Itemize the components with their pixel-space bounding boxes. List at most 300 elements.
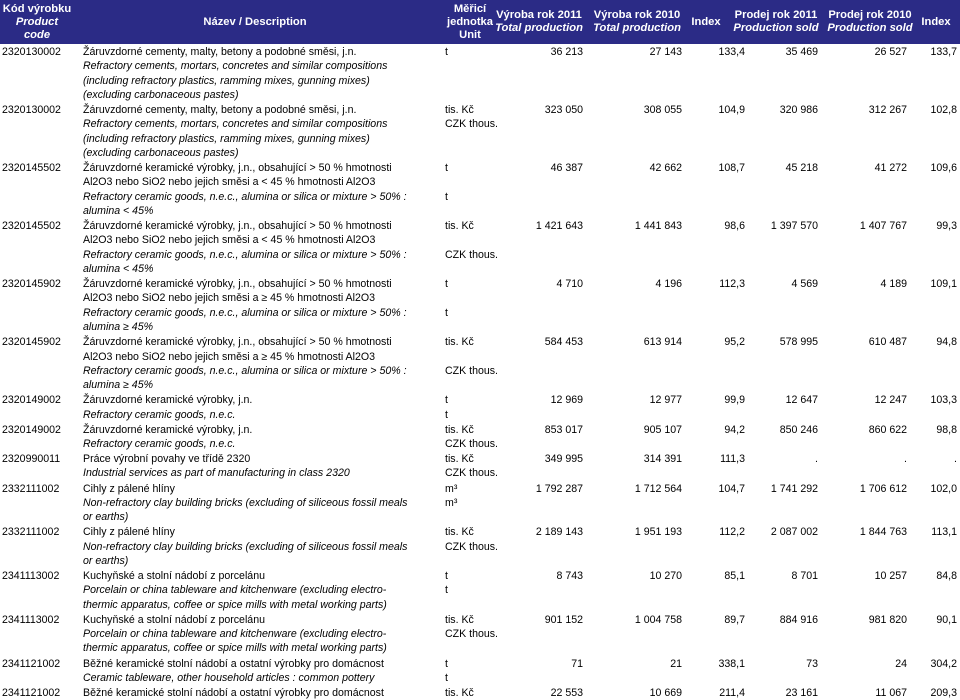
header-index-1 [685,0,727,44]
production-2010-text: 4 196 [655,278,682,291]
production-2010 [650,569,682,583]
product-description [83,45,428,102]
sold-2011 [780,613,818,627]
header-sold2011 [728,0,824,44]
index-production [724,393,745,407]
index-sold [930,103,957,117]
production-2011 [551,161,583,175]
sold-2011 [786,393,818,407]
product-code [2,569,59,583]
description-line-en: Refractory ceramic goods, n.e.c., alumina or silica or mixture > 50% : [83,248,407,261]
sold-2010 [860,219,907,233]
index-production-text: 104,9 [718,104,745,117]
sold-2011 [771,482,818,496]
production-2011-text: 584 453 [544,336,583,349]
unit-label: CZK thous. [445,438,498,451]
index-production [719,277,745,291]
index-production-text: 104,7 [718,482,745,495]
production-2010-text: 613 914 [643,336,682,349]
sold-2011 [771,525,818,539]
table-row [0,569,960,612]
sold-2010-text: 24 [895,657,907,670]
table-row [0,161,960,218]
description-line-cs: Cihly z pálené hlíny [83,482,175,495]
product-code-text: 2320145502 [2,220,61,233]
production-2011 [545,423,583,437]
sold-2010-text: 4 189 [880,278,907,291]
unit-label: t [445,408,448,421]
description-line-en: (excluding carbonaceous pastes) [83,88,239,101]
sold-2010-text: . [904,453,907,466]
product-code-text: 2332111002 [2,526,60,539]
sold-2010 [869,335,907,349]
unit-cell [445,335,525,378]
product-description [83,335,428,392]
product-code [2,686,60,700]
unit-cell [445,103,525,132]
sold-2010-text: 1 407 767 [859,220,907,233]
unit-cell [445,219,525,262]
header-code-cs: Kód výrobku [2,2,72,15]
description-line-en: or earths) [83,554,129,567]
production-2011-text: 1 792 287 [535,482,583,495]
production-2010-text: 1 712 564 [634,482,682,495]
index-sold [930,161,957,175]
description-line-en: Refractory ceramic goods, n.e.c., alumina or silica or mixture > 50% : [83,364,407,377]
index-sold [931,525,957,539]
production-2011 [545,103,583,117]
index-sold [930,482,957,496]
sold-2011-text: 35 469 [785,46,818,58]
production-2011-text: 4 710 [556,278,583,291]
sold-2011-text: 850 246 [779,423,818,436]
description-line-en: Porcelain or china tableware and kitchenware (excluding electro- [83,628,387,641]
unit-label: t [445,46,448,58]
description-line-cs: Kuchyňské a stolní nádobí z porcelánu [83,613,265,626]
sold-2011-text: 320 986 [779,104,818,117]
index-sold-text: 109,6 [930,162,957,175]
unit-label: tis. Kč [445,336,474,349]
unit-label [445,233,525,247]
index-sold-text: 133,7 [930,46,957,58]
product-description [83,393,428,422]
production-2011 [551,45,583,59]
unit-label: m³ [445,482,458,495]
index-sold-text: 113,1 [931,526,957,539]
unit-label: tis. Kč [445,687,474,700]
description-line-cs: Žáruvzdorné cementy, malty, betony a podobné směsi, j.n. [83,104,357,117]
index-sold-text: 109,1 [930,278,957,291]
sold-2011 [806,657,818,671]
index-sold [930,45,957,59]
description-line-en: thermic apparatus, coffee or spice mills with metal working parts) [83,598,387,611]
index-production [720,452,745,466]
sold-2010 [875,393,907,407]
index-sold-text: 90,1 [936,613,957,626]
production-2011 [536,525,583,539]
index-sold-text: 84,8 [936,570,957,583]
production-2010-text: 905 107 [643,423,682,436]
production-2010 [644,103,682,117]
description-line-en: alumina < 45% [83,263,154,276]
production-2011 [556,569,583,583]
sold-2010 [875,686,907,700]
index-production-text: 112,2 [719,526,745,539]
header-name [150,0,360,44]
sold-2010 [869,103,907,117]
sold-2011 [786,45,818,59]
production-2011-text: 901 152 [544,613,583,626]
sold-2011-text: 884 916 [779,613,818,626]
index-production-text: 108,7 [718,162,745,175]
unit-label: t [445,671,448,684]
description-line-cs: Žáruvzdorné keramické výrobky, j.n., obsahující > 50 % hmotnosti [83,162,392,175]
description-line-en: Refractory ceramic goods, n.e.c., alumina or silica or mixture > 50% : [83,306,407,319]
header-sold2010 [822,0,918,44]
header-index-2-label: Index [921,15,951,28]
production-2011-text: 36 213 [550,46,583,58]
index-production [724,219,745,233]
sold-2011 [780,103,818,117]
unit-label: CZK thous. [445,628,498,641]
unit-cell [445,161,525,204]
unit-label: t [445,278,448,291]
unit-label: CZK thous. [445,364,498,377]
description-line-cs: Al2O3 nebo SiO2 nebo jejich směsi a ≥ 45 % hmotnosti Al2O3 [83,350,376,363]
production-2011 [536,219,583,233]
sold-2010-text: 10 257 [874,570,907,583]
unit-cell [445,482,525,511]
description-line-en: thermic apparatus, coffee or spice mills with metal working parts) [83,642,387,655]
index-sold-text: 99,3 [936,220,957,233]
production-2010 [650,393,682,407]
product-description [83,219,428,276]
index-sold [936,423,957,437]
index-production [719,525,745,539]
unit-label: t [445,657,448,670]
product-code-text: 2320990011 [2,453,61,466]
production-2011 [556,277,583,291]
index-sold [930,277,957,291]
sold-2011-text: . [815,453,818,466]
product-code-text: 2320145902 [2,336,61,349]
description-line-en: Refractory cements, mortars, concretes and similar compositions [83,60,388,73]
index-production-text: 111,3 [720,453,745,466]
product-code-text: 2320145902 [2,278,61,291]
production-2010 [650,686,682,700]
product-description [83,613,428,656]
sold-2010-text: 1 844 763 [859,526,907,539]
sold-2010 [880,277,907,291]
unit-label [445,291,525,305]
header-unit-en: Unit [459,28,481,41]
index-production [718,45,745,59]
header-code-en: Product code [15,15,59,41]
unit-label: t [445,570,448,583]
index-production-text: 99,9 [724,394,745,407]
header-sold2011-en: Production sold [733,22,819,34]
index-production [718,103,745,117]
product-code-text: 2341121002 [2,657,61,670]
sold-2011-text: 1 397 570 [770,220,818,233]
sold-2010-text: 26 527 [874,46,907,58]
production-2011 [551,686,583,700]
unit-cell [445,569,525,598]
index-sold-text: 103,3 [930,394,957,407]
production-2010-text: 42 662 [649,162,682,175]
product-description [83,686,428,700]
sold-2011-text: 4 569 [791,278,818,291]
header-sold2010-cs: Prodej rok 2010 [828,9,912,21]
description-line-cs: Al2O3 nebo SiO2 nebo jejich směsi a < 45 % hmotnosti Al2O3 [83,176,376,189]
sold-2010-text: 11 067 [875,687,907,700]
unit-cell [445,45,525,59]
description-line-cs: Žáruvzdorné keramické výrobky, j.n. [83,394,253,407]
production-2010-text: 10 270 [649,570,682,583]
header-sold2011-cs: Prodej rok 2011 [734,9,818,21]
index-production [724,423,745,437]
sold-2010-text: 12 247 [874,394,907,407]
header-index-2 [914,0,958,44]
sold-2011 [791,569,818,583]
product-code [2,45,61,59]
production-2011 [551,393,583,407]
sold-2011 [780,335,818,349]
sold-2010 [860,482,907,496]
table-row [0,45,960,102]
production-2010 [644,335,682,349]
product-code-text: 2320149002 [2,394,61,407]
product-code-text: 2320130002 [2,46,61,58]
index-sold [930,657,957,671]
table-row [0,423,960,452]
unit-label: m³ [445,496,458,509]
table-row [0,657,960,686]
description-line-en: Industrial services as part of manufacturing in class 2320 [83,467,350,480]
production-2010 [635,613,682,627]
unit-label: CZK thous. [445,467,498,480]
index-sold-text: 102,8 [930,104,957,117]
index-production [718,657,745,671]
sold-2011-text: 12 647 [785,394,818,407]
description-line-en: Refractory ceramic goods, n.e.c., alumina or silica or mixture > 50% : [83,190,407,203]
unit-label: tis. Kč [445,613,474,626]
production-2010 [650,161,682,175]
sold-2010 [875,569,907,583]
sold-2011 [791,277,818,291]
production-2010 [644,452,682,466]
sold-2010-text: 610 487 [868,336,907,349]
description-line-en: Refractory ceramic goods, n.e.c. [83,438,236,451]
index-production-text: 89,7 [724,613,745,626]
unit-label: t [445,190,448,203]
table-row [0,335,960,392]
table-row [0,482,960,525]
sold-2010 [860,525,907,539]
index-production [719,686,745,700]
header-prod2010 [586,0,688,44]
sold-2011-text: 2 087 002 [770,526,818,539]
description-line-cs: Kuchyňské a stolní nádobí z porcelánu [83,570,265,583]
product-code [2,482,59,496]
product-description [83,525,428,568]
header-prod2010-en: Total production [593,22,681,34]
index-sold-text: 102,0 [930,482,957,495]
description-line-cs: Cihly z pálené hlíny [83,526,175,539]
product-code [2,277,61,291]
index-production-text: 94,2 [724,423,745,436]
production-2010-text: 12 977 [649,394,682,407]
index-sold [936,335,957,349]
index-production [724,335,745,349]
sold-2010-text: 41 272 [874,162,907,175]
sold-2010 [869,423,907,437]
description-line-en: Refractory ceramic goods, n.e.c. [83,408,236,421]
index-production-text: 338,1 [718,657,745,670]
table-row [0,219,960,276]
sold-2010 [869,613,907,627]
production-2010 [635,219,682,233]
product-description [83,569,428,612]
header-prod2011 [488,0,590,44]
index-production-text: 112,3 [719,278,745,291]
unit-cell [445,613,525,642]
sold-2011-text: 578 995 [779,336,818,349]
table-header [0,0,960,44]
product-description [83,657,428,686]
sold-2011-text: 73 [806,657,818,670]
header-index-1-label: Index [691,15,721,28]
sold-2010 [875,45,907,59]
sold-2011-text: 1 741 292 [770,482,818,495]
product-description [83,277,428,334]
production-2011-text: 22 553 [550,687,583,700]
sold-2010-text: 981 820 [868,613,907,626]
product-code-text: 2320145502 [2,162,61,175]
description-line-cs: Žáruvzdorné keramické výrobky, j.n., obsahující > 50 % hmotnosti [83,278,392,291]
header-sold2010-en: Production sold [827,22,913,34]
unit-label: tis. Kč [445,526,474,539]
production-2010 [655,277,682,291]
header-unit-cs-2: jednotka [446,15,493,28]
index-sold-text: 98,8 [936,423,957,436]
unit-label [445,350,525,364]
index-production [724,569,745,583]
sold-2011 [771,219,818,233]
product-description [83,161,428,218]
sold-2010 [875,161,907,175]
production-2010-text: 1 951 193 [634,526,682,539]
product-code [2,219,61,233]
unit-cell [445,423,525,452]
unit-label: CZK thous. [445,540,498,553]
description-line-cs: Běžné keramické stolní nádobí a ostatní výrobky pro domácnost [83,657,384,670]
sold-2010-text: 312 267 [868,104,907,117]
production-2011-text: 323 050 [544,104,583,117]
index-sold [936,569,957,583]
header-unit-cs-1: Měřicí [453,2,487,15]
unit-cell [445,686,525,700]
description-line-en: alumina ≥ 45% [83,321,154,334]
product-code [2,525,59,539]
unit-label: tis. Kč [445,453,474,466]
index-sold [936,219,957,233]
index-sold [954,452,957,466]
unit-cell [445,657,525,686]
production-2011-text: 1 421 643 [535,220,583,233]
production-2010-text: 27 143 [649,46,682,58]
table-row [0,525,960,568]
unit-label: CZK thous. [445,118,498,131]
description-line-cs: Al2O3 nebo SiO2 nebo jejich směsi a < 45 % hmotnosti Al2O3 [83,234,376,247]
unit-label: CZK thous. [445,248,498,261]
table-row [0,393,960,422]
production-2010 [650,45,682,59]
index-sold-text: 94,8 [936,336,957,349]
index-production [718,161,745,175]
header-name-label: Název / Description [203,15,307,28]
sold-2010 [895,657,907,671]
sold-2011 [815,452,818,466]
table-row [0,613,960,656]
production-2011 [571,657,583,671]
production-2010-text: 1 441 843 [634,220,682,233]
description-line-en: (including refractory plastics, ramming mixes, gunning mixes) [83,132,370,145]
production-2011-text: 12 969 [550,394,583,407]
unit-label: t [445,394,448,407]
index-production [718,482,745,496]
product-code [2,423,61,437]
index-production-text: 211,4 [719,687,745,700]
product-code [2,161,61,175]
index-sold [930,686,957,700]
index-production [724,613,745,627]
description-line-cs: Práce výrobní povahy ve třídě 2320 [83,453,251,466]
sold-2011 [786,686,818,700]
table-row [0,277,960,334]
table-row [0,686,960,700]
unit-label: tis. Kč [445,220,474,233]
description-line-en: Ceramic tableware, other household articles : common pottery [83,671,375,684]
product-code [2,103,61,117]
production-2011 [536,482,583,496]
production-2011-text: 853 017 [544,423,583,436]
production-2010-text: 314 391 [643,453,682,466]
sold-2011-text: 8 701 [791,570,818,583]
description-line-en: (excluding carbonaceous pastes) [83,146,239,159]
production-2010 [635,525,682,539]
index-sold-text: 304,2 [930,657,957,670]
product-code-text: 2341113002 [2,570,60,583]
product-code-text: 2320149002 [2,423,61,436]
production-2010-text: 308 055 [643,104,682,117]
production-2011-text: 2 189 143 [535,526,583,539]
production-2010-text: 21 [670,657,682,670]
description-line-en: Non-refractory clay building bricks (excluding of siliceous fossil meals [83,496,408,509]
unit-cell [445,393,525,422]
production-2010-text: 10 669 [649,687,682,700]
production-2010-text: 1 004 758 [634,613,682,626]
index-production-text: 95,2 [724,336,745,349]
description-line-cs: Žáruvzdorné keramické výrobky, j.n. [83,423,253,436]
product-code [2,613,59,627]
description-line-en: or earths) [83,511,129,524]
product-code-text: 2320130002 [2,104,61,117]
product-code-text: 2341121002 [2,687,61,700]
description-line-en: Non-refractory clay building bricks (excluding of siliceous fossil meals [83,540,408,553]
production-2011 [545,613,583,627]
product-description [83,103,428,160]
